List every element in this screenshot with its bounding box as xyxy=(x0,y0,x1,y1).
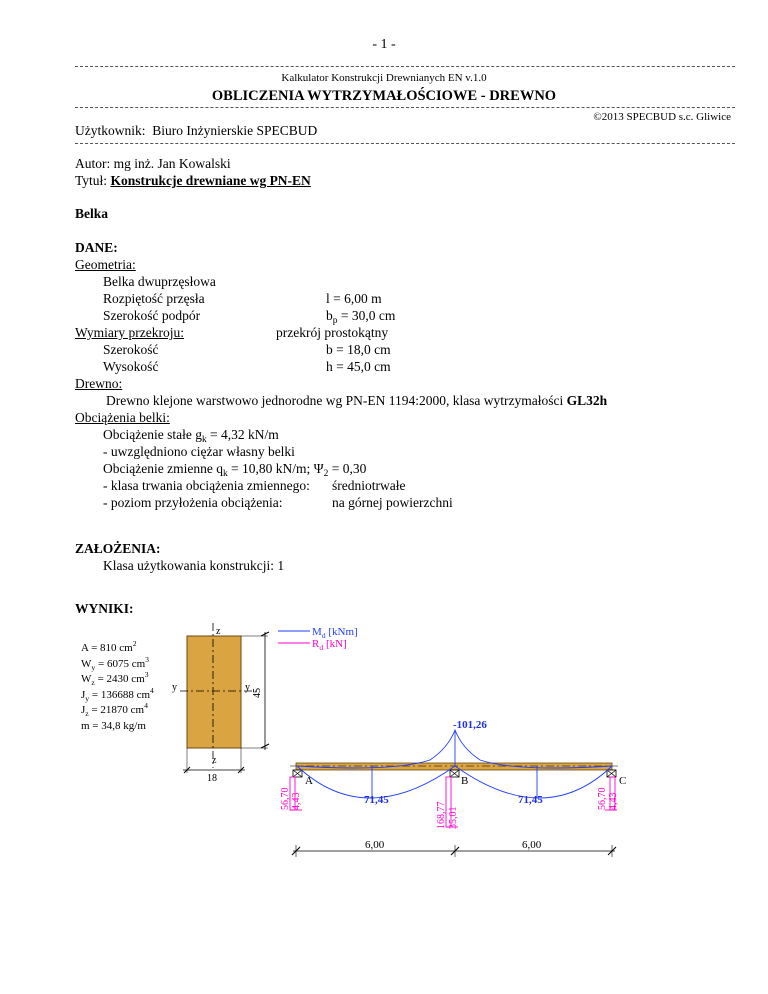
perm-prefix: Obciążenie stałe g xyxy=(103,427,202,442)
prop-jy: $J_y = 136688$ $cm^4$ xyxy=(81,685,154,703)
span-dimensions xyxy=(292,845,616,857)
height-dimension-label: 45 xyxy=(252,688,263,698)
support-C xyxy=(607,770,616,777)
section-label: Wymiary przekroju: xyxy=(75,325,185,340)
duration-label: - klasa trwania obciążenia zmiennego: xyxy=(103,478,310,493)
level-label: - poziom przyłożenia obciążenia: xyxy=(103,495,283,510)
support-B xyxy=(450,770,459,777)
program-name: Kalkulator Konstrukcji Drewnianych EN v.1.0 xyxy=(281,72,487,84)
axis-z-top-label: z xyxy=(216,626,221,637)
support-label: Szerokość podpór xyxy=(103,308,201,323)
support-C-label: C xyxy=(619,775,627,787)
prop-wy: $W_y = 6075$ $cm^3$ xyxy=(81,654,149,672)
reaction-A-max-label: 56,70 xyxy=(280,787,291,810)
legend-moment: $M_d$ [kNm] xyxy=(312,626,358,640)
zalozenia-heading: ZAŁOŻENIA: xyxy=(75,541,161,556)
geometry-label: Geometria: xyxy=(75,257,136,272)
support-number: = 30,0 cm xyxy=(337,308,396,323)
span-2-dimension-label: 6,00 xyxy=(522,839,542,851)
axis-y-right-label: y xyxy=(245,682,250,693)
span-label: Rozpiętość przęsła xyxy=(103,291,205,306)
legend-reaction: $R_d$ [kN] xyxy=(312,638,347,652)
moment-support-label: -101,26 xyxy=(453,719,487,731)
wood-label: Drewno: xyxy=(75,376,123,391)
prop-mass: m = 34,8 kg/m xyxy=(81,719,146,732)
psi-symbol: Ψ xyxy=(313,461,324,476)
duration-value: średniotrwałe xyxy=(332,478,406,493)
beam-type: Belka dwuprzęsłowa xyxy=(103,274,216,289)
axis-z-bottom-label: z xyxy=(212,755,217,766)
width-label: Szerokość xyxy=(103,342,159,357)
copyright: ©2013 SPECBUD s.c. Gliwice xyxy=(593,111,731,123)
cross-section xyxy=(172,623,269,784)
height-label: Wysokość xyxy=(103,359,159,374)
author-value: mg inż. Jan Kowalski xyxy=(113,156,231,171)
prop-jz: $J_z = 21870$ $cm^4$ xyxy=(81,701,148,719)
user-value: Biuro Inżynierskie SPECBUD xyxy=(152,123,318,138)
title-value: Konstrukcje drewniane wg PN-EN xyxy=(110,173,311,188)
reaction-B-max-label: 168,77 xyxy=(436,801,447,829)
var-prefix: Obciążenie zmienne q xyxy=(103,461,223,476)
var-sub: k xyxy=(222,469,228,479)
wood-desc-text: Drewno klejone warstwowo jednorodne wg PN-EN 1194:2000, klasa wytrzymałości xyxy=(106,393,567,408)
prop-area: A = 810 $cm^2$ xyxy=(81,639,137,654)
span-1-dimension-label: 6,00 xyxy=(365,839,385,851)
dane-heading: DANE: xyxy=(75,240,118,255)
reaction-C-max-label: 56,70 xyxy=(597,787,608,810)
var-value: = 10,80 kN/m; xyxy=(227,461,314,476)
perm-value: = 4,32 kN/m xyxy=(206,427,279,442)
user-label: Użytkownik: xyxy=(75,123,146,138)
wyniki-heading: WYNIKI: xyxy=(75,601,134,616)
support-A xyxy=(293,770,302,777)
element-name: Belka xyxy=(75,206,109,221)
author-label: Autor: xyxy=(75,156,111,171)
axis-y-left-label: y xyxy=(172,682,177,693)
support-A-label: A xyxy=(305,775,313,787)
reaction-B-min-label: 35,01 xyxy=(448,806,459,829)
level-value: na górnej powierzchni xyxy=(332,495,453,510)
support-symbol: b xyxy=(326,308,333,323)
section-rectangle xyxy=(187,636,241,748)
moment-hogging-curve xyxy=(297,730,612,768)
prop-wz: $W_z = 2430$ $cm^3$ xyxy=(81,670,149,688)
width-value: b = 18,0 cm xyxy=(326,342,391,357)
moment-span1-label: 71,45 xyxy=(364,794,389,806)
title-label: Tytuł: xyxy=(75,173,108,188)
moment-span2-label: 71,45 xyxy=(518,794,543,806)
width-dimension-label: 18 xyxy=(207,773,217,784)
document-heading: OBLICZENIA WYTRZYMAŁOŚCIOWE - DREWNO xyxy=(211,88,557,104)
reaction-A-min-label: 4,43 xyxy=(291,792,302,810)
permanent-note: - uwzględniono ciężar własny belki xyxy=(103,444,295,459)
wood-class: GL32h xyxy=(566,393,608,408)
continuous-beam xyxy=(290,763,626,787)
page-number: - 1 - xyxy=(372,37,396,52)
support-subscript: p xyxy=(332,316,338,326)
support-B-label: B xyxy=(461,775,469,787)
reaction-C-min-label: 4,43 xyxy=(608,792,619,810)
psi-sub: 2 xyxy=(323,469,329,479)
section-type: przekrój prostokątny xyxy=(276,325,389,340)
psi-value: = 0,30 xyxy=(328,461,367,476)
loads-label: Obciążenia belki: xyxy=(75,410,170,425)
span-value: l = 6,00 m xyxy=(326,291,382,306)
height-value: h = 45,0 cm xyxy=(326,359,391,374)
perm-sub: k xyxy=(201,435,207,445)
service-class: Klasa użytkowania konstrukcji: 1 xyxy=(103,558,285,573)
